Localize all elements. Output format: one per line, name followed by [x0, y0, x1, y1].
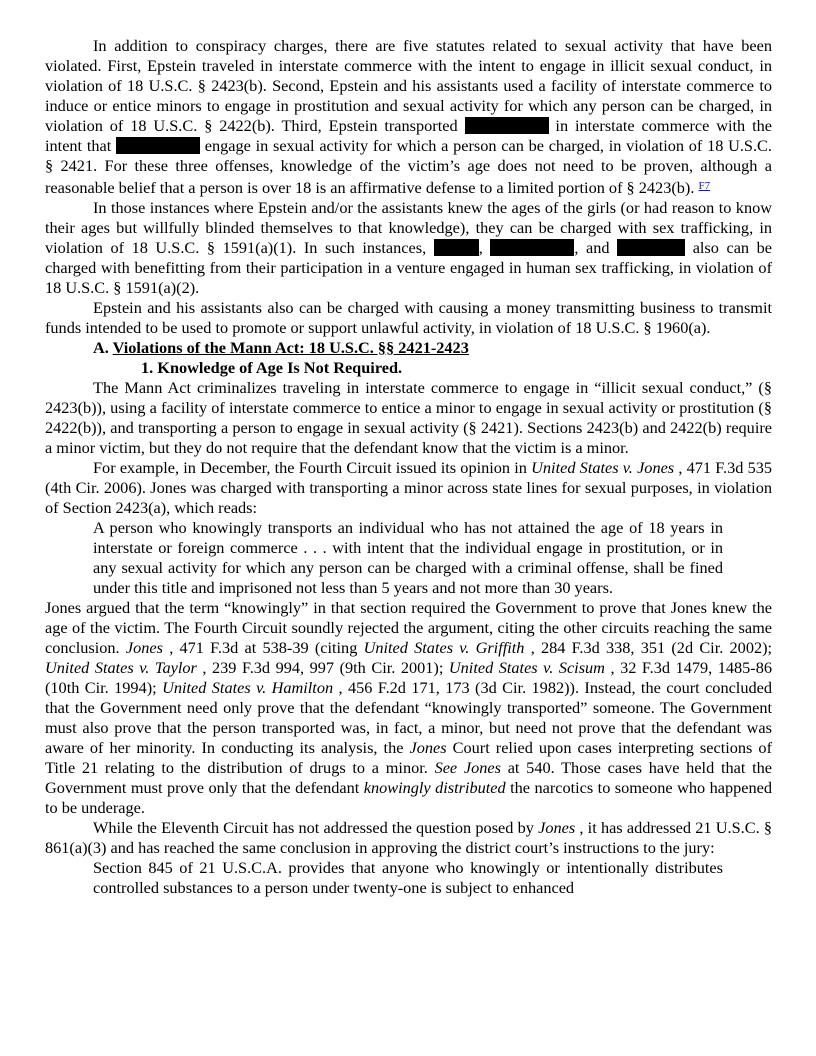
case-citation: United States v. Scisum	[448, 658, 605, 677]
case-citation: United States v. Griffith	[363, 638, 525, 657]
paragraph-statutes: In addition to conspiracy charges, there are five statutes related to sexual activity that have been violated. First, Epstein traveled in interstate commerce with the intent to engage in illicit sexual conduct, in violation of 18 U.S.C. § 2423(b). Second, Epstein and his assistants used a facility of interstate commerce to induce or entice minors to engage in prostitution and sexual activity for which any person can be charged, in violation of 18 U.S.C. § 2422(b). Third, Epstein transported in interstate commerce with the intent that engage in sexual activity for which a person can be charged, in violation of 18 U.S.C. § 2421. For these three offenses, knowledge of the victim’s age does not need to be proven, although a reasonable belief that a person is over 18 is an affirmative defense to a limited portion of § 2423(b). $^{F7}$	[45, 36, 772, 197]
case-citation: Jones	[125, 638, 163, 657]
redaction-box	[434, 239, 479, 256]
redaction-box	[617, 239, 685, 256]
case-citation: United States v. Jones	[531, 458, 675, 477]
block-quote-jury-instruction: Section 845 of 21 U.S.C.A. provides that anyone who knowingly or intentionally distributes controlled substances to a person under twenty-one is subject to enhanced	[93, 858, 723, 897]
paragraph-jones-argument: Jones argued that the term “knowingly” in that section required the Government to prove that Jones knew the age of the victim. The Fourth Circuit soundly rejected the argument, citing the other circuits reaching the same conclusion. Jones , 471 F.3d at 538-39 (citing United States v. Griffith , 284 F.3d 338, 351 (2d Cir. 2002); United States v. Taylor , 239 F.3d 994, 997 (9th Cir. 2001); United States v. Scisum , 32 F.3d 1479, 1485-86 (10th Cir. 1994); United States v. Hamilton , 456 F.2d 171, 173 (3d Cir. 1982)). Instead, the court concluded that the Government need only prove that the defendant “knowingly transported” someone. The Government must also prove that the person transported was, in fact, a minor, but need not prove that the defendant was aware of her minority. In conducting its analysis, the Jones Court relied upon cases interpreting sections of Title 21 relating to the distribution of drugs to a minor. See Jones at 540. Those cases have held that the Government must prove only that the defendant knowingly distributed the narcotics to someone who happened to be underage.	[45, 598, 773, 817]
case-citation: Jones	[538, 818, 576, 837]
emphasis-text: knowingly distributed	[363, 778, 506, 797]
footnote-link[interactable]: F7	[698, 180, 711, 192]
section-heading-a: A. Violations of the Mann Act: 18 U.S.C. §§ 2421-2423	[93, 338, 469, 357]
case-citation: Jones	[409, 738, 447, 757]
paragraph-mann-act: The Mann Act criminalizes traveling in interstate commerce to engage in “illicit sexual conduct,” (§ 2423(b)), using a facility of interstate commerce to entice a minor to engage in sexual activity or prostitution (§ 2422(b)), and transporting a person to engage in sexual activity (§ 2421). Sections 2423(b) and 2422(b) require a minor victim, but they do not require that the defendant know that the victim is a minor.	[45, 378, 772, 457]
paragraph-sex-trafficking: In those instances where Epstein and/or the assistants knew the ages of the girls (or had reason to know their ages but willfully blinded themselves to that knowledge), they can be charged with sex trafficking, in violation of 18 U.S.C. § 1591(a)(1). In such instances, , , and also can be charged with benefitting from their participation in a venture engaged in human sex trafficking, in violation of 18 U.S.C. § 1591(a)(2).	[45, 198, 773, 297]
redaction-box	[465, 117, 549, 134]
paragraph-money-transmitting: Epstein and his assistants also can be charged with causing a money transmitting business to transmit funds intended to be used to promote or support unlawful activity, in violation of 18 U.S.C. § 1960(a).	[45, 298, 772, 337]
case-citation: United States v. Taylor	[45, 658, 197, 677]
case-citation: United States v. Hamilton	[162, 678, 334, 697]
subsection-heading-1: 1. Knowledge of Age Is Not Required.	[141, 358, 403, 377]
paragraph-eleventh-circuit: While the Eleventh Circuit has not addressed the question posed by Jones , it has addressed 21 U.S.C. § 861(a)(3) and has reached the same conclusion in approving the district court’s instructions to the jury:	[45, 818, 772, 857]
paragraph-fourth-circuit: For example, in December, the Fourth Circuit issued its opinion in United States v. Jones , 471 F.3d 535 (4th Cir. 2006). Jones was charged with transporting a minor across state lines for sexual purposes, in violation of Section 2423(a), which reads:	[45, 458, 773, 517]
document-page	[45, 36, 772, 898]
case-citation: See Jones	[434, 758, 501, 777]
block-quote-statute: A person who knowingly transports an individual who has not attained the age of 18 years in interstate or foreign commerce . . . with intent that the individual engage in prostitution, or in any sexual activity for which any person can be charged with a criminal offense, shall be fined under this title and imprisoned not less than 5 years and not more than 30 years.	[93, 518, 723, 597]
redaction-box	[116, 137, 200, 154]
redaction-box	[490, 239, 574, 256]
